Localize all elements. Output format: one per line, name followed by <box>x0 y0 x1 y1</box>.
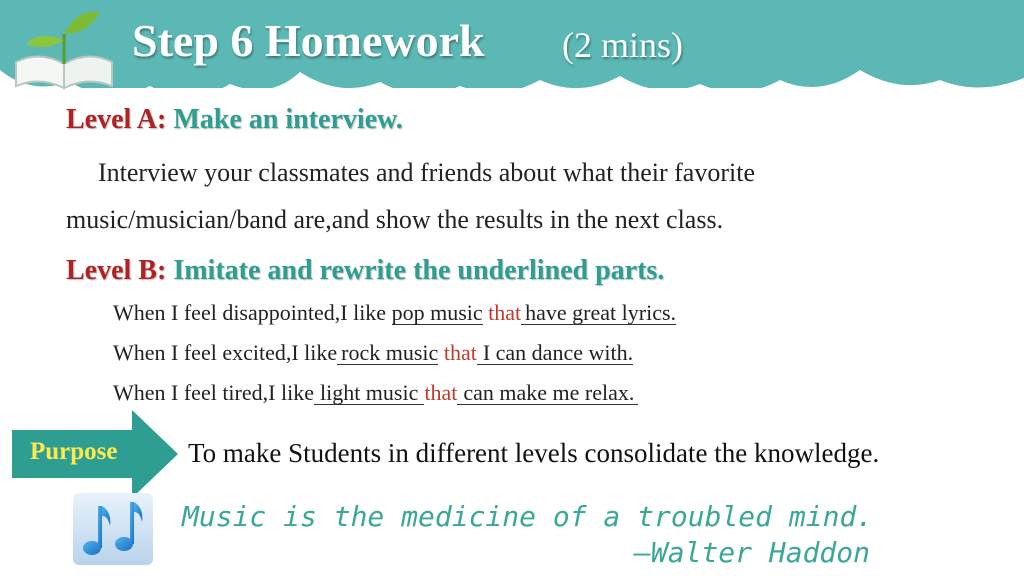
level-a-label: Level A: <box>66 104 167 135</box>
music-note-icon <box>72 492 154 566</box>
example-prefix: When I feel excited,I like <box>113 340 338 365</box>
quote-author: —Walter Haddon <box>634 536 871 569</box>
that-word: that <box>488 300 522 325</box>
header-banner <box>0 0 1024 120</box>
example-prefix: When I feel disappointed,I like <box>113 300 392 325</box>
page-title: Step 6 Homework <box>132 15 485 66</box>
purpose-text: To make Students in different levels consolidate the knowledge. <box>188 438 880 468</box>
example-sentence-2 <box>113 340 633 366</box>
quote-text: Music is the medicine of a troubled mind. <box>182 500 874 533</box>
level-a-line-2: music/musician/band are,and show the results in the next class. <box>66 205 724 234</box>
level-b-heading <box>66 255 664 287</box>
underlined-clause: I can dance with. <box>477 341 633 365</box>
open-book-sprout-icon <box>8 4 120 96</box>
duration-label: (2 mins) <box>562 25 683 65</box>
underlined-music-type: light music <box>314 381 424 405</box>
level-a-line-1: Interview your classmates and friends about what their favorite <box>98 158 755 187</box>
underlined-music-type: pop music <box>391 300 483 325</box>
underlined-clause: can make me relax. <box>457 381 638 405</box>
purpose-label: Purpose <box>30 438 118 465</box>
example-sentence-1 <box>113 300 676 326</box>
level-a-heading <box>66 104 403 136</box>
level-b-label: Level B: <box>66 255 167 286</box>
example-sentence-3 <box>113 380 638 406</box>
level-a-task: Make an interview. <box>173 104 403 135</box>
underlined-music-type: rock music <box>337 341 438 365</box>
underlined-clause: have great lyrics. <box>521 301 676 325</box>
level-b-task: Imitate and rewrite the underlined parts. <box>173 255 665 286</box>
that-word: that <box>424 380 458 405</box>
that-word: that <box>443 340 477 365</box>
example-prefix: When I feel tired,I like <box>113 380 314 405</box>
